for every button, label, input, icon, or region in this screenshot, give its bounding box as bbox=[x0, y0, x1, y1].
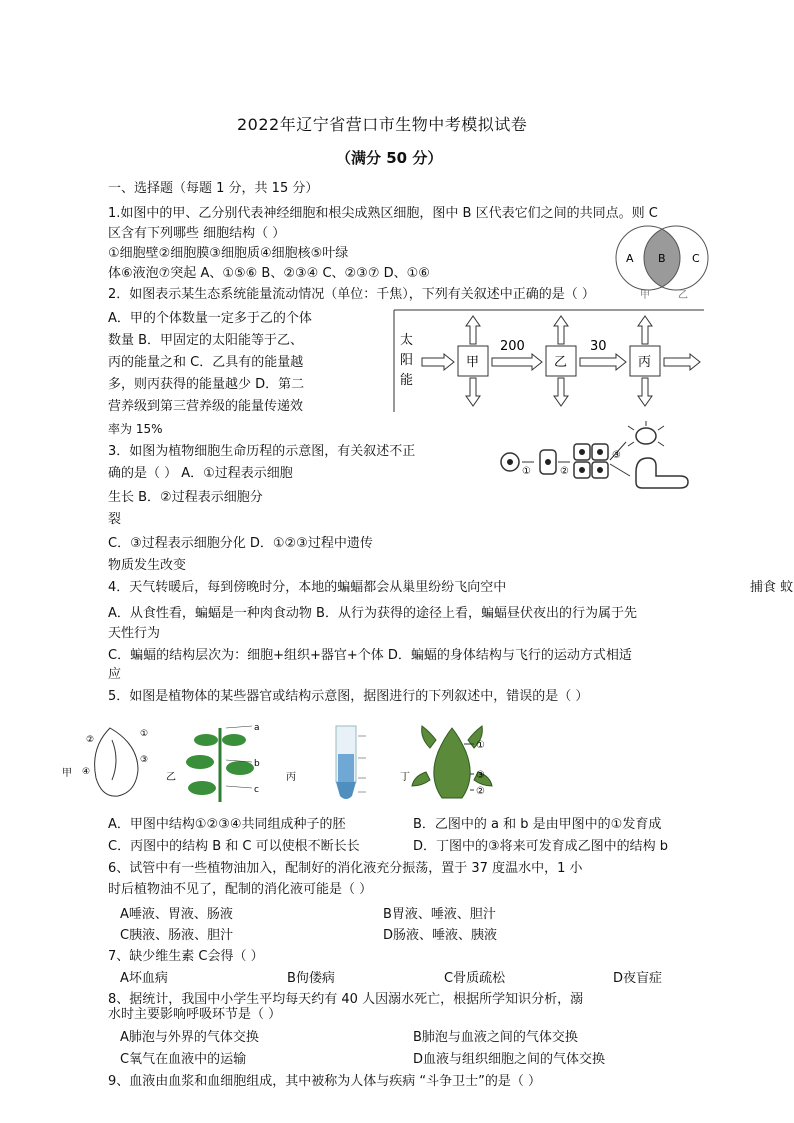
box-jia-label: 甲 bbox=[466, 355, 480, 370]
q3-line2: 确的是（ ） A．①过程表示细胞 bbox=[108, 466, 293, 481]
q1-line3: ①细胞壁②细胞膜③细胞质④细胞核⑤叶绿 bbox=[108, 246, 349, 261]
plant-label-c: c bbox=[254, 785, 259, 795]
q8-line2: 水时主要影响呼吸环节是（ ） bbox=[108, 1007, 282, 1022]
q5-option-a: A．甲图中结构①②③④共同组成种子的胚 bbox=[108, 817, 346, 832]
q2-line5: 多，则丙获得的能量越少 D．第二 bbox=[108, 377, 305, 392]
seed-label-3: ③ bbox=[140, 755, 149, 765]
plant-leaf-4 bbox=[226, 761, 254, 775]
box-bing-label: 丙 bbox=[638, 355, 652, 370]
plant-organs-figure bbox=[60, 718, 500, 808]
root-hair-cell bbox=[636, 458, 688, 488]
process-2-label: ② bbox=[560, 466, 569, 477]
q7-option-c: C骨质疏松 bbox=[444, 971, 506, 986]
arrow-3b bbox=[610, 464, 630, 476]
fig-label-yi: 乙 bbox=[166, 772, 176, 783]
q6-option-a: A唾液、胃液、肠液 bbox=[120, 907, 233, 922]
q1-line1: 1.如图中的甲、乙分别代表神经细胞和根尖成熟区细胞，图中 B 区代表它们之间的共同点。则 C bbox=[108, 206, 658, 221]
plant-label-b: b bbox=[254, 759, 260, 769]
q8-option-c: C氧气在血液中的运输 bbox=[120, 1052, 247, 1067]
q8-line1: 8、据统计，我国中小学生平均每天约有 40 人因溺水死亡，根据所学知识分析，溺 bbox=[108, 992, 584, 1007]
energy-value-30: 30 bbox=[590, 339, 607, 354]
q3-line6: 物质发生改变 bbox=[108, 558, 187, 573]
q8-option-b: B肺泡与血液之间的气体交换 bbox=[413, 1030, 578, 1045]
q6-option-d: D肠液、唾液、胰液 bbox=[383, 928, 498, 943]
cell-grown-nucleus bbox=[545, 459, 551, 465]
energy-flow-diagram bbox=[392, 308, 706, 414]
plant-leaf-5 bbox=[188, 781, 216, 795]
sun-text-3: 能 bbox=[400, 373, 414, 388]
arrow-jia-to-yi bbox=[492, 354, 542, 370]
q3-line1: 3．如图为植物细胞生命历程的示意图，有关叙述不正 bbox=[108, 444, 416, 459]
q4-line5: 应 bbox=[108, 667, 122, 682]
q8-option-d: D血液与组织细胞之间的气体交换 bbox=[413, 1052, 606, 1067]
q4-line4: C．蝙蝠的结构层次为：细胞+组织+器官+个体 D．蝙蝠的身体结构与飞行的运动方式相适 bbox=[108, 648, 632, 663]
venn-diagram bbox=[610, 222, 714, 302]
fig-label-bing: 丙 bbox=[286, 772, 296, 783]
q6-option-b: B胃液、唾液、胆汁 bbox=[383, 907, 496, 922]
arrow-bing-out bbox=[664, 354, 700, 370]
q2-line6: 营养级到第三营养级的能量传递效 bbox=[108, 399, 304, 414]
bud-body bbox=[434, 728, 470, 798]
q2-line2: A．甲的个体数量一定多于乙的个体 bbox=[108, 311, 312, 326]
q1-line2: 区含有下列哪些 细胞结构（ ） bbox=[108, 226, 286, 241]
sun-text-1: 太 bbox=[400, 333, 414, 348]
q7-option-a: A坏血病 bbox=[120, 971, 168, 986]
q1-line4: 体⑥液泡⑦突起 A、①⑤⑥ B、②③④ C、②③⑦ D、①⑥ bbox=[108, 266, 430, 281]
process-1-label: ① bbox=[522, 466, 531, 477]
q2-line4: 丙的能量之和 C．乙具有的能量越 bbox=[108, 355, 304, 370]
plant-leaf-3 bbox=[186, 755, 214, 769]
plant-leaf-2 bbox=[222, 734, 246, 746]
bud-label-3: ③ bbox=[476, 770, 485, 781]
plant-leaf-1 bbox=[194, 734, 218, 746]
q6-line1: 6、试管中有一些植物油加入，配制好的消化液充分振荡，置于 37 度温水中，1 小 bbox=[108, 861, 583, 876]
q6-line2: 时后植物油不见了，配制的消化液可能是（ ） bbox=[108, 882, 373, 897]
q4-line1: 4．天气转暖后，每到傍晚时分，本地的蝙蝠都会从巢里纷纷飞向空中 bbox=[108, 580, 507, 595]
q5-option-c: C．丙图中的结构 B 和 C 可以使根不断长长 bbox=[108, 839, 360, 854]
arrow-yi-to-bing bbox=[580, 354, 626, 370]
venn-label-jia: 甲 bbox=[640, 290, 650, 301]
q3-line4: 裂 bbox=[108, 512, 122, 527]
arrow-jia-down bbox=[466, 378, 480, 406]
sun-text-2: 阳 bbox=[400, 353, 414, 368]
q2-line7: 率为 15% bbox=[108, 422, 163, 436]
q7-option-d: D夜盲症 bbox=[613, 971, 663, 986]
q2-line3: 数量 B．甲固定的太阳能等于乙、 bbox=[108, 333, 304, 348]
venn-label-c: C bbox=[692, 252, 700, 265]
page-subtitle: （满分 50 分） bbox=[336, 149, 443, 167]
cell-life-diagram bbox=[498, 420, 698, 500]
q5-line1: 5．如图是植物体的某些器官或结构示意图，据图进行的下列叙述中，错误的是（ ） bbox=[108, 689, 589, 704]
fig-label-ding: 丁 bbox=[400, 772, 410, 783]
q9-line1: 9、血液由血浆和血细胞组成，其中被称为人体与疾病 “斗争卫士”的是（ ） bbox=[108, 1074, 542, 1089]
seed-label-2: ② bbox=[86, 735, 95, 745]
venn-label-a: A bbox=[626, 252, 634, 265]
venn-label-yi: 乙 bbox=[678, 290, 688, 301]
q8-option-a: A肺泡与外界的气体交换 bbox=[120, 1030, 259, 1045]
section-heading: 一、选择题（每题 1 分，共 15 分） bbox=[108, 181, 319, 196]
arrow-bing-up bbox=[638, 316, 652, 344]
guard-cells bbox=[636, 428, 656, 444]
root-tip-cap bbox=[336, 782, 356, 799]
q7-line1: 7、缺少维生素 C会得（ ） bbox=[108, 949, 264, 964]
arrow-bing-down bbox=[638, 378, 652, 406]
arrow-jia-up bbox=[466, 316, 480, 344]
energy-value-200: 200 bbox=[500, 339, 525, 354]
q3-line3: 生长 B．②过程表示细胞分 bbox=[108, 490, 263, 505]
arrow-sun-to-jia bbox=[422, 354, 454, 370]
q3-line5: C．③过程表示细胞分化 D．①②③过程中遗传 bbox=[108, 536, 373, 551]
q5-option-b: B．乙图中的 a 和 b 是由甲图中的①发育成 bbox=[413, 817, 662, 832]
page-title: 2022年辽宁省营口市生物中考模拟试卷 bbox=[237, 115, 528, 134]
venn-label-b: B bbox=[658, 252, 666, 265]
q4-line1-tail: 捕食 蚊 bbox=[750, 580, 794, 595]
q5-option-d: D．丁图中的③将来可发育成乙图中的结构 b bbox=[413, 839, 669, 854]
bud-label-1: ① bbox=[476, 740, 485, 751]
root-tip-meristem bbox=[338, 754, 354, 782]
arrow-yi-up bbox=[554, 316, 568, 344]
bud-leaf-left bbox=[422, 726, 436, 748]
q2-line1: 2．如图表示某生态系统能量流动情况（单位：千焦），下列有关叙述中正确的是（ ） bbox=[108, 287, 595, 302]
plant-label-a: a bbox=[254, 723, 260, 733]
q6-option-c: C胰液、肠液、胆汁 bbox=[120, 928, 234, 943]
seed-label-1: ① bbox=[140, 729, 149, 739]
q7-option-b: B佝偻病 bbox=[287, 971, 335, 986]
process-3-label: ③ bbox=[612, 450, 621, 461]
bud-label-2: ② bbox=[476, 786, 485, 797]
fig-label-jia: 甲 bbox=[62, 768, 72, 779]
arrow-yi-down bbox=[554, 378, 568, 406]
cell-initial-nucleus bbox=[507, 459, 513, 465]
seed-label-4: ④ bbox=[82, 767, 91, 777]
q4-line2: A．从食性看，蝙蝠是一种肉食动物 B．从行为获得的途径上看，蝙蝠昼伏夜出的行为属于先 bbox=[108, 606, 637, 621]
q4-line3: 天性行为 bbox=[108, 626, 161, 641]
box-yi-label: 乙 bbox=[554, 355, 568, 370]
